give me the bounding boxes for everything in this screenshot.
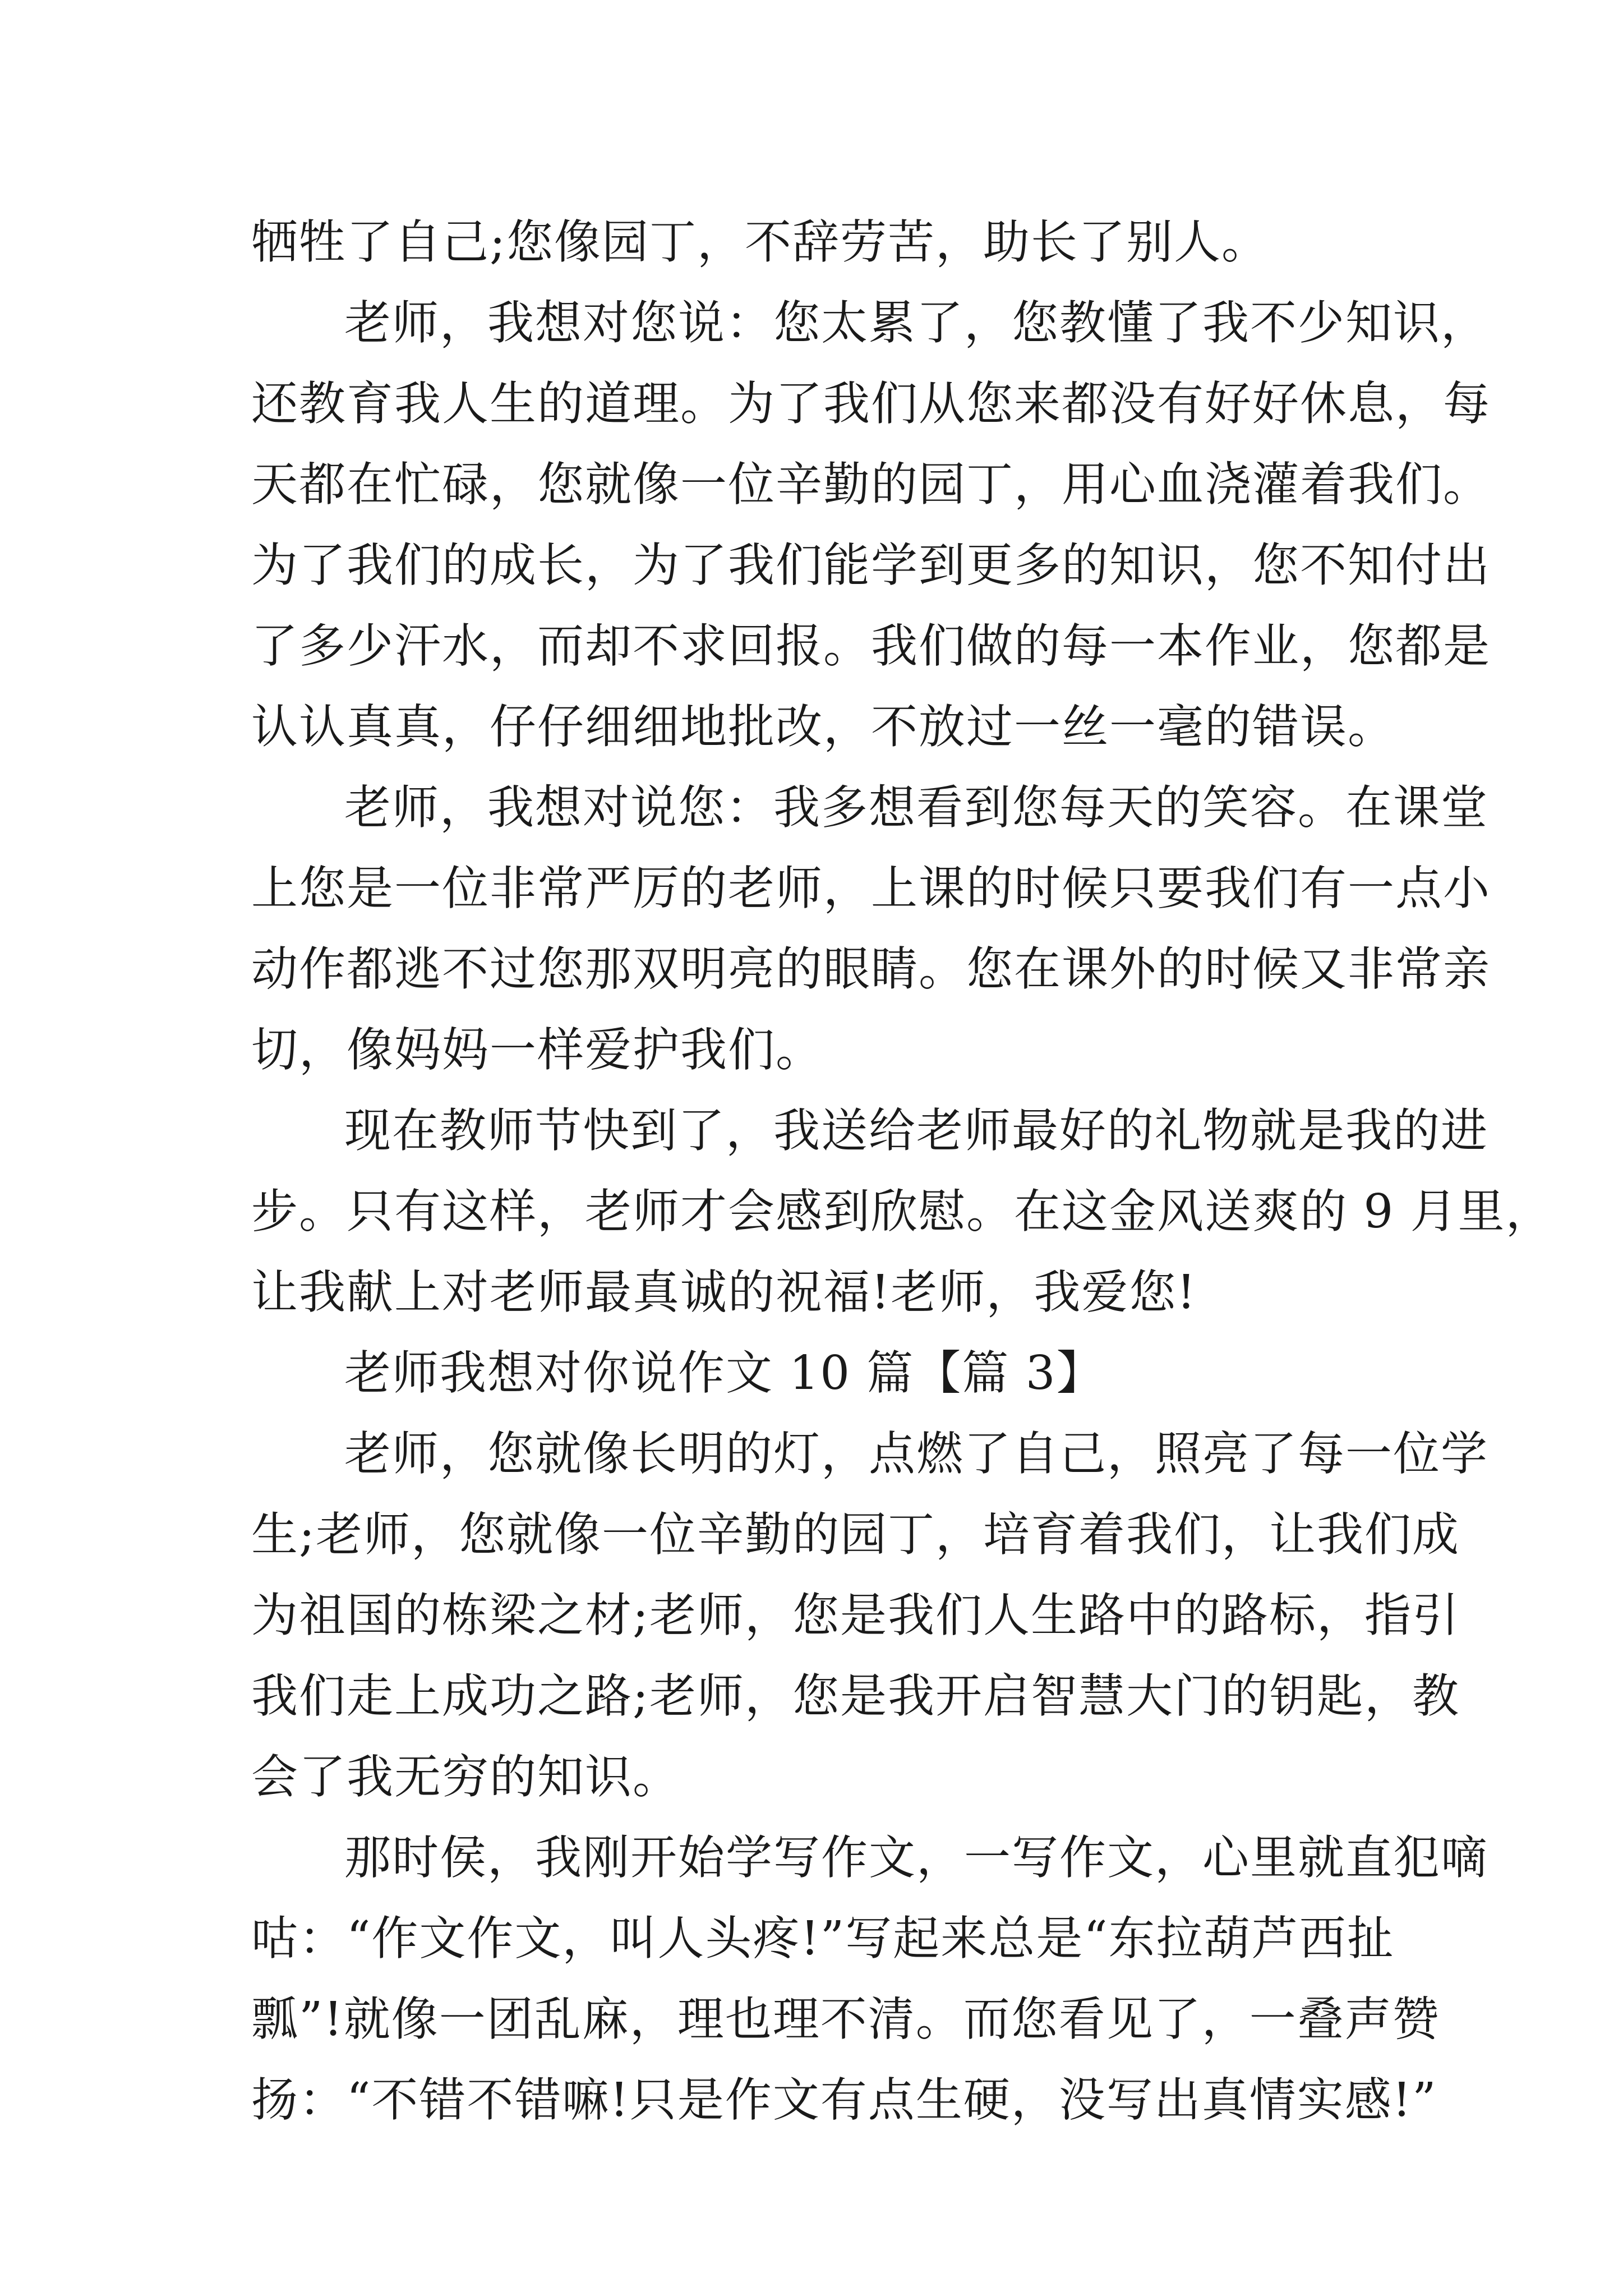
text-line: 上您是一位非常严厉的老师，上课的时候只要我们有一点小 [251,861,1491,915]
paragraph-start-line: 老师，您就像长明的灯，点燃了自己，照亮了每一位学 [344,1427,1488,1481]
text-line: 瓢”!就像一团乱麻，理也理不清。而您看见了，一叠声赞 [251,1992,1440,2046]
text-line: 牺牲了自己;您像园丁，不辞劳苦，助长了别人。 [251,215,1269,269]
text-line: 咕：“作文作文，叫人头疼!”写起来总是“东拉葫芦西扯 [251,1911,1395,1966]
paragraph-start-line: 那时侯，我刚开始学写作文，一写作文，心里就直犯嘀 [344,1830,1488,1885]
text-line: 切，像妈妈一样爱护我们。 [251,1023,823,1077]
document-body [251,202,1553,2141]
text-line: 为了我们的成长，为了我们能学到更多的知识，您不知付出 [251,538,1491,592]
paragraph-start-line: 老师，我想对您说：您太累了，您教懂了我不少知识， [344,296,1488,350]
section-heading: 老师我想对你说作文 10 篇【篇 3】 [344,1346,1104,1400]
text-line: 会了我无穷的知识。 [251,1750,680,1804]
paragraph-start-line: 老师，我想对说您：我多想看到您每天的笑容。在课堂 [344,780,1488,835]
text-line: 还教育我人生的道理。为了我们从您来都没有好好休息，每 [251,376,1491,431]
text-line: 了多少汗水，而却不求回报。我们做的每一本作业，您都是 [251,619,1491,673]
paragraph-start-line: 现在教师节快到了，我送给老师最好的礼物就是我的进 [344,1103,1488,1158]
text-line: 步。只有这样，老师才会感到欣慰。在这金风送爽的 9 月里， [251,1184,1553,1239]
text-line: 天都在忙碌，您就像一位辛勤的园丁，用心血浇灌着我们。 [251,457,1491,512]
text-line: 我们走上成功之路;老师，您是我开启智慧大门的钥匙，教 [251,1669,1460,1723]
text-line: 让我献上对老师最真诚的祝福!老师，我爱您! [251,1265,1197,1319]
text-line: 动作都逃不过您那双明亮的眼睛。您在课外的时候又非常亲 [251,942,1491,996]
text-line: 为祖国的栋梁之材;老师，您是我们人生路中的路标，指引 [251,1588,1460,1642]
text-line: 扬：“不错不错嘛!只是作文有点生硬，没写出真情实感!” [251,2073,1437,2127]
text-line: 生;老师，您就像一位辛勤的园丁，培育着我们，让我们成 [251,1507,1460,1562]
text-line: 认认真真，仔仔细细地批改，不放过一丝一毫的错误。 [251,700,1395,754]
